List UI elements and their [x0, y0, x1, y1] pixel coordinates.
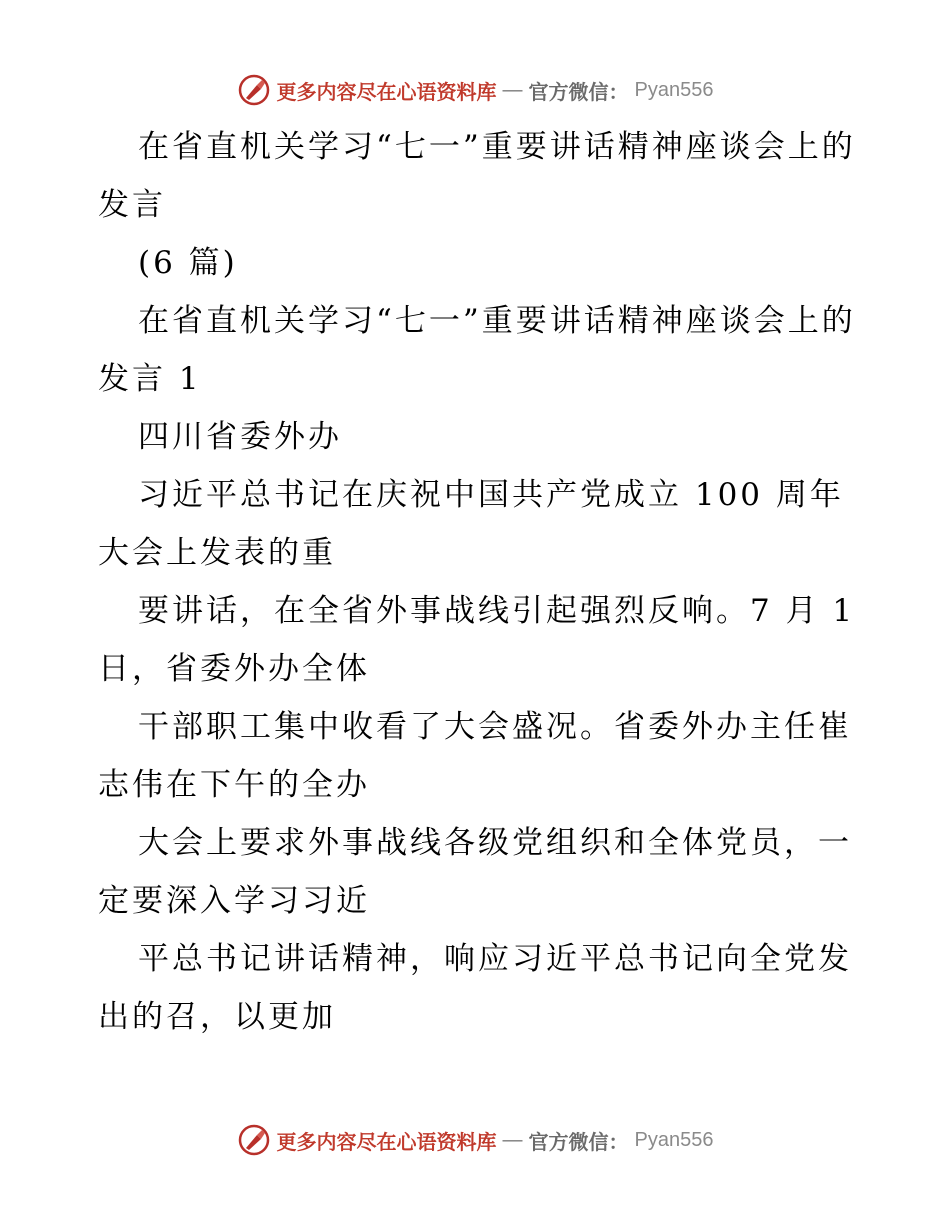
- body-paragraph: 干部职工集中收看了大会盛况。省委外办主任崔志伟在下午的全办: [98, 709, 852, 803]
- banner-wechat-label: 官方微信：: [528, 1131, 629, 1154]
- document-body: [98, 118, 858, 1046]
- banner-wechat-label: 官方微信：: [528, 81, 629, 104]
- footer-banner: [0, 1122, 950, 1158]
- section-title: 在省直机关学习“七一”重要讲话精神座谈会上的发言 1: [98, 303, 856, 397]
- pen-nib-logo-icon: [237, 73, 271, 107]
- author-line: 四川省委外办: [138, 419, 342, 455]
- pen-nib-logo-icon: [237, 1123, 271, 1157]
- header-banner: [0, 72, 950, 108]
- banner-site-text: 更多内容尽在心语资料库: [276, 1131, 497, 1154]
- banner-account: Pyan556: [634, 1128, 714, 1151]
- body-paragraph: 平总书记讲话精神，响应习近平总书记向全党发出的召，以更加: [98, 941, 852, 1035]
- banner-separator: —: [502, 1128, 523, 1151]
- body-paragraph: 习近平总书记在庆祝中国共产党成立 100 周年大会上发表的重: [98, 477, 844, 571]
- banner-separator: —: [502, 78, 523, 101]
- body-paragraph: 要讲话，在全省外事战线引起强烈反响。7 月 1 日，省委外办全体: [98, 593, 856, 687]
- document-title: 在省直机关学习“七一”重要讲话精神座谈会上的发言: [98, 129, 856, 223]
- document-count: (6 篇): [138, 245, 238, 281]
- body-paragraph: 大会上要求外事战线各级党组织和全体党员，一定要深入学习习近: [98, 825, 852, 919]
- banner-account: Pyan556: [634, 78, 714, 101]
- banner-site-text: 更多内容尽在心语资料库: [276, 81, 497, 104]
